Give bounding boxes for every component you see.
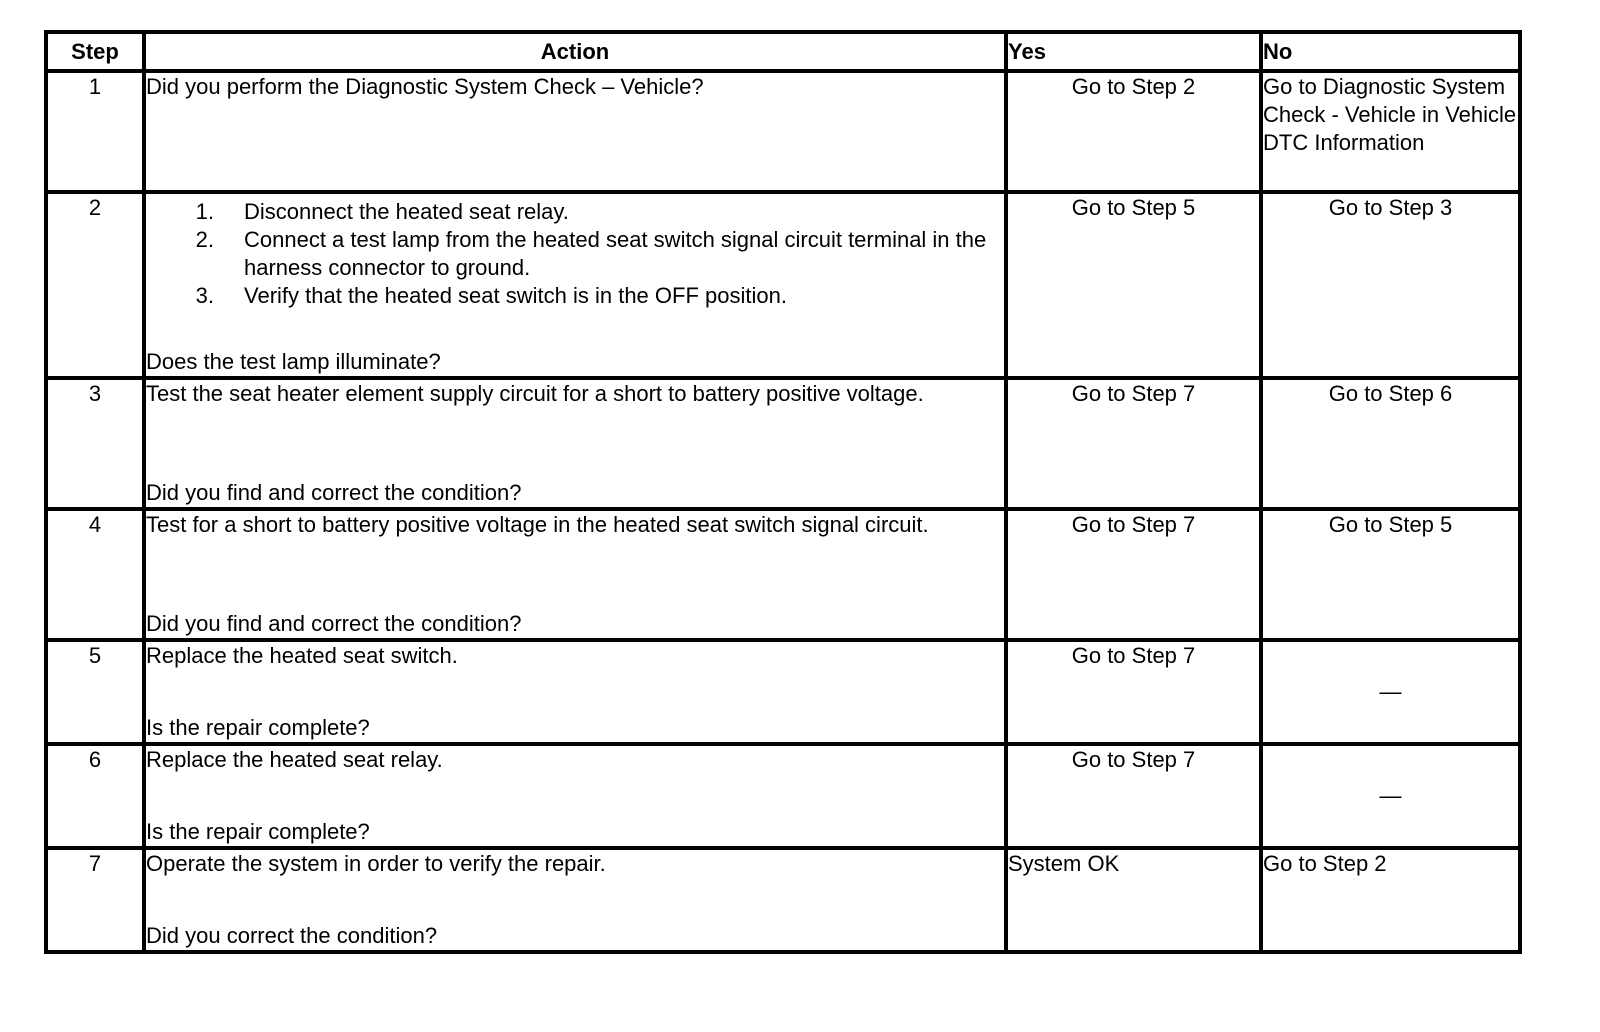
yes-cell: Go to Step 2 [1006,71,1261,192]
no-cell: Go to Step 3 [1261,192,1520,378]
action-question: Does the test lamp illuminate? [146,349,441,374]
no-cell: Go to Step 2 [1261,848,1520,952]
yes-cell: Go to Step 7 [1006,744,1261,848]
table-row [46,71,1520,192]
header-action: Action [144,32,1006,71]
action-text: Test the seat heater element supply circuit for a short to battery positive voltage. [146,381,924,406]
yes-cell: Go to Step 5 [1006,192,1261,378]
list-item-number: 3. [195,283,214,308]
no-cell: Go to Step 6 [1261,378,1520,509]
table-row [46,640,1520,744]
step-number: 2 [46,192,144,378]
header-row [46,32,1520,71]
step-number: 1 [46,71,144,192]
list-item [146,198,1004,226]
header-step: Step [46,32,144,71]
no-cell: — [1261,744,1520,848]
action-cell [144,640,1006,744]
diagnostic-table [44,30,1522,954]
header-no: No [1261,32,1520,71]
action-text: Operate the system in order to verify the repair. [146,851,606,876]
action-cell [144,848,1006,952]
table-row [46,509,1520,640]
action-text: Replace the heated seat switch. [146,643,458,668]
action-cell [144,744,1006,848]
action-cell [144,509,1006,640]
list-item-text: Connect a test lamp from the heated seat switch signal circuit terminal in the harness connector to ground. [244,227,987,280]
table-row [46,744,1520,848]
action-question: Did you find and correct the condition? [146,480,522,505]
action-text: Replace the heated seat relay. [146,747,443,772]
list-item-number: 2. [195,227,214,252]
no-cell: Go to Diagnostic System Check - Vehicle in Vehicle DTC Information [1261,71,1520,192]
table-row [46,378,1520,509]
header-yes: Yes [1006,32,1261,71]
list-item-text: Verify that the heated seat switch is in the OFF position. [244,283,787,308]
yes-cell: Go to Step 7 [1006,378,1261,509]
step-number: 7 [46,848,144,952]
list-item [146,226,1004,282]
action-question: Is the repair complete? [146,715,370,740]
yes-cell: Go to Step 7 [1006,509,1261,640]
action-question: Did you find and correct the condition? [146,611,522,636]
no-cell: — [1261,640,1520,744]
step-number: 5 [46,640,144,744]
action-cell [144,192,1006,378]
action-text: Did you perform the Diagnostic System Check – Vehicle? [146,74,704,99]
table-row [46,848,1520,952]
list-item-number: 1. [195,199,214,224]
action-cell [144,71,1006,192]
action-text: Test for a short to battery positive voltage in the heated seat switch signal circuit. [146,512,929,537]
yes-cell: System OK [1006,848,1261,952]
step-number: 3 [46,378,144,509]
action-question: Did you correct the condition? [146,923,438,948]
no-cell: Go to Step 5 [1261,509,1520,640]
list-item [146,282,1004,310]
step-number: 6 [46,744,144,848]
step-number: 4 [46,509,144,640]
action-list [146,198,1004,310]
table-row [46,192,1520,378]
yes-cell: Go to Step 7 [1006,640,1261,744]
list-item-text: Disconnect the heated seat relay. [244,199,569,224]
action-cell [144,378,1006,509]
action-question: Is the repair complete? [146,819,370,844]
